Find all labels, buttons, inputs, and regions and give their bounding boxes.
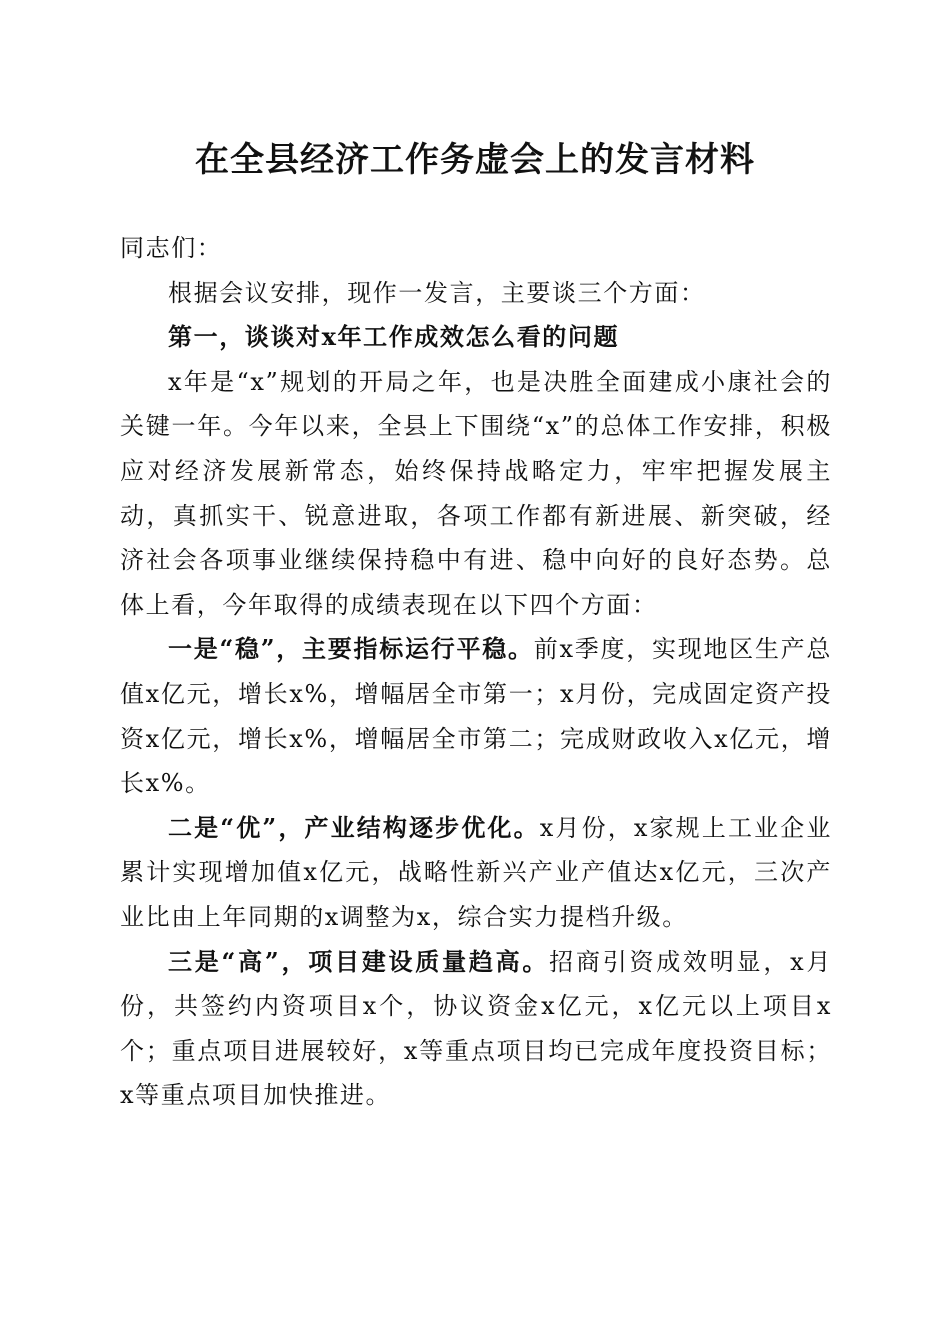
section-heading-1: 第一，谈谈对x年工作成效怎么看的问题 bbox=[168, 322, 620, 352]
point-lead-3: 三是“高”，项目建设质量趋高。 bbox=[168, 946, 550, 976]
document-title: 在全县经济工作务虚会上的发言材料 bbox=[195, 140, 755, 180]
point-paragraph-2 bbox=[120, 806, 832, 940]
point-paragraph-1 bbox=[120, 627, 832, 805]
salutation: 同志们： bbox=[120, 234, 223, 262]
point-lead-2: 二是“优”，产业结构逐步优化。 bbox=[168, 812, 540, 842]
overview-paragraph: x年是“x”规划的开局之年，也是决胜全面建成小康社会的关键一年。今年以来，全县上下围绕“x”的总体工作安排，积极应对经济发展新常态，始终保持战略定力，牢牢把握发展主动，真抓实干、锐意进取，各项工作都有新进展、新突破，经济社会各项事业继续保持稳中有进、稳中向好的良好态势。总体上看，今年取得的成绩表现在以下四个方面： bbox=[120, 367, 832, 619]
document-body bbox=[120, 226, 832, 1118]
point-lead-1: 一是“稳”，主要指标运行平稳。 bbox=[168, 634, 534, 664]
point-body-3: 招商引资成效明显，x月份，共签约内资项目x个，协议资金x亿元，x亿元以上项目x个；重点项目进展较好，x等重点项目均已完成年度投资目标；x等重点项目加快推进。 bbox=[120, 947, 833, 1110]
point-paragraph-3 bbox=[120, 940, 832, 1118]
point-body-2: x月份，x家规上工业企业累计实现增加值x亿元，战略性新兴产业产值达x亿元，三次产业比由上年同期的x调整为x，综合实力提档升级。 bbox=[120, 813, 832, 931]
intro-paragraph: 根据会议安排，现作一发言，主要谈三个方面： bbox=[168, 278, 706, 307]
point-body-1: 前x季度，实现地区生产总值x亿元，增长x%，增幅居全市第一；x月份，完成固定资产投资x亿元，增长x%，增幅居全市第二；完成财政收入x亿元，增长x%。 bbox=[120, 635, 832, 798]
